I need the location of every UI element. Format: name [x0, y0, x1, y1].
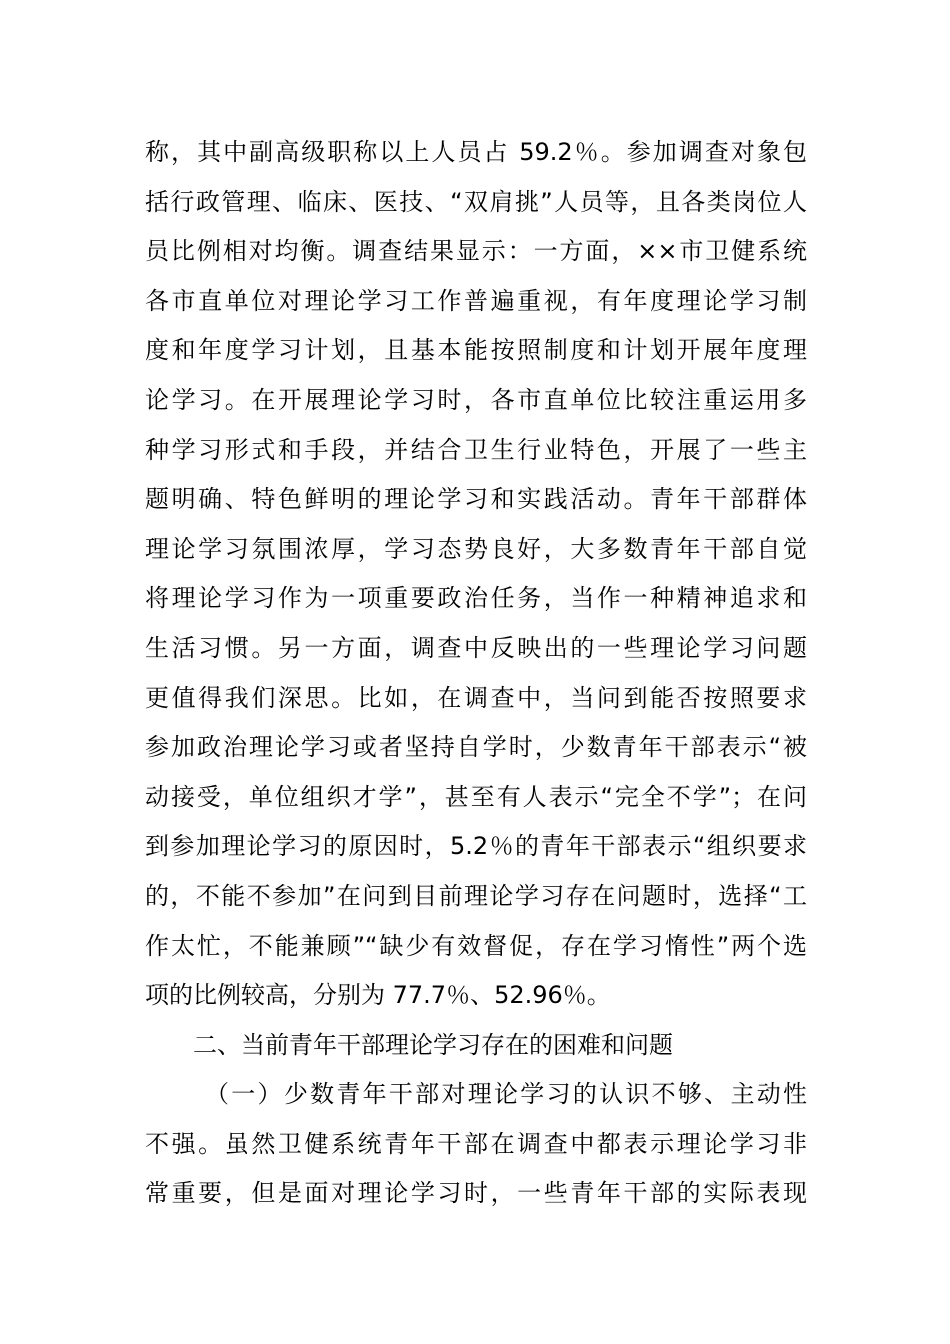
text-line-8: 题明确、特色鲜明的理论学习和实践活动。青年干部群体 [145, 485, 807, 514]
text-line-1: 称，其中副高级职称以上人员占 59.2％。参加调查对象包 [145, 138, 807, 166]
text-line-18: 项的比例较高，分别为 77.7％、52.96％。 [145, 981, 611, 1010]
text-line-7: 种学习形式和手段，并结合卫生行业特色，开展了一些主 [145, 435, 807, 464]
text-line-10: 将理论学习作为一项重要政治任务，当作一种精神追求和 [145, 584, 807, 613]
text-line-11: 生活习惯。另一方面，调查中反映出的一些理论学习问题 [145, 633, 807, 662]
text-line-4: 各市直单位对理论学习工作普遍重视，有年度理论学习制 [145, 286, 807, 315]
subsection-heading-line: （一）少数青年干部对理论学习的认识不够、主动性 [205, 1080, 807, 1109]
text-line-13: 参加政治理论学习或者坚持自学时，少数青年干部表示“被 [145, 733, 807, 762]
document-body [145, 128, 807, 1219]
text-line-17: 作太忙，不能兼顾”“缺少有效督促，存在学习惰性”两个选 [145, 931, 807, 960]
text-line-3: 员比例相对均衡。调查结果显示：一方面，××市卫健系统 [145, 237, 807, 266]
text-line-15: 到参加理论学习的原因时，5.2％的青年干部表示“组织要求 [145, 832, 807, 861]
text-line-21: 不强。虽然卫健系统青年干部在调查中都表示理论学习非 [145, 1129, 807, 1158]
text-line-22: 常重要，但是面对理论学习时，一些青年干部的实际表现 [145, 1179, 807, 1208]
text-line-14: 动接受，单位组织才学”，甚至有人表示“完全不学”；在问 [145, 782, 807, 811]
text-line-2: 括行政管理、临床、医技、“双肩挑”人员等，且各类岗位人 [145, 187, 807, 216]
text-line-16: 的，不能不参加”在问到目前理论学习存在问题时，选择“工 [145, 881, 807, 910]
text-line-9: 理论学习氛围浓厚，学习态势良好，大多数青年干部自觉 [145, 534, 807, 563]
text-line-12: 更值得我们深思。比如，在调查中，当问到能否按照要求 [145, 683, 807, 712]
text-line-6: 论学习。在开展理论学习时，各市直单位比较注重运用多 [145, 385, 807, 414]
section-heading: 二、当前青年干部理论学习存在的困难和问题 [193, 1030, 673, 1059]
text-line-5: 度和年度学习计划，且基本能按照制度和计划开展年度理 [145, 336, 807, 365]
